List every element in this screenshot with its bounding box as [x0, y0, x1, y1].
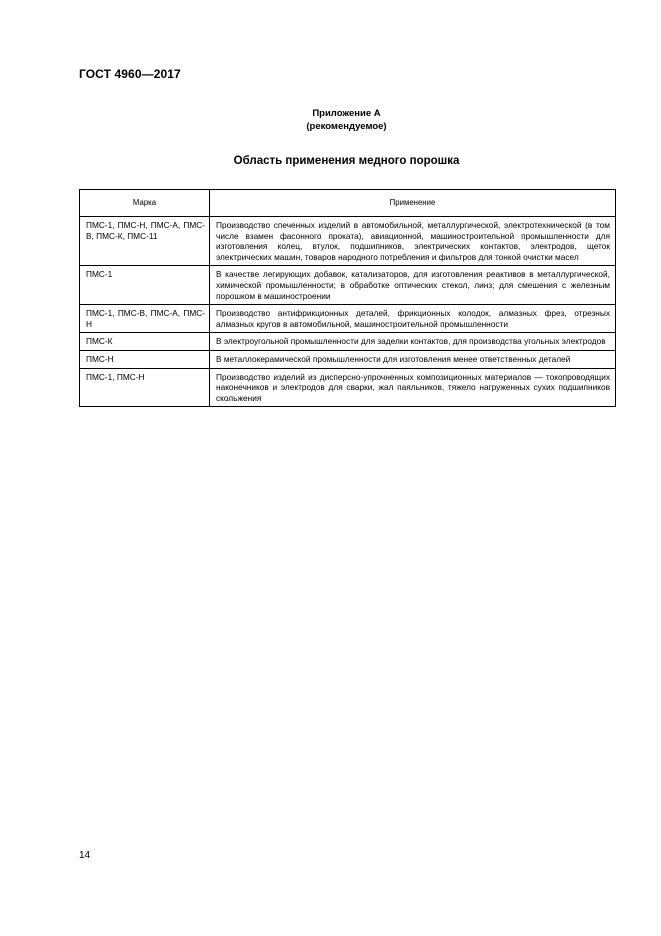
- cell-mark: ПМС-1, ПМС-В, ПМС-А, ПМС-Н: [80, 305, 210, 333]
- annex-title: Приложение А: [312, 108, 381, 119]
- cell-use: В металлокерамической промышленности для изготовления менее ответственных деталей: [210, 350, 616, 368]
- annex-status: (рекомендуемое): [306, 121, 387, 132]
- table-row: [80, 217, 616, 266]
- page-number: 14: [79, 850, 91, 861]
- table-row: [80, 333, 616, 351]
- document-header: ГОСТ 4960—2017: [79, 67, 181, 81]
- application-table: [79, 189, 616, 407]
- cell-mark: ПМС-К: [80, 333, 210, 351]
- table-row: [80, 305, 616, 333]
- column-header-use: Применение: [210, 190, 616, 217]
- cell-mark: ПМС-1, ПМС-Н: [80, 368, 210, 407]
- cell-use: В качестве легирующих добавок, катализаторов, для изготовления реактивов в металлургической, химической промышленности; в обработке оптических стекол, линз; для смешения с железным порошком в машиностроении: [210, 266, 616, 305]
- table-row: [80, 350, 616, 368]
- section-title: Область применения медного порошка: [233, 155, 460, 167]
- column-header-mark: Марка: [80, 190, 210, 217]
- cell-use: Производство спеченных изделий в автомобильной, металлургической, электротехнической (в том числе взамен фасонного проката), авиационной, машиностроительной промышленности для изготовления колец, втулок, подшипников, электрических контактов, электродов, щеток электрических машин, товаров народного потребления и фильтров для тонкой очистки масел: [210, 217, 616, 266]
- cell-mark: ПМС-1: [80, 266, 210, 305]
- table-header-row: [80, 190, 616, 217]
- table-row: [80, 368, 616, 407]
- cell-use: Производство антифрикционных деталей, фрикционных колодок, алмазных фрез, отрезных алмазных кругов в автомобильной, машиностроительной промышленности: [210, 305, 616, 333]
- cell-use: Производство изделий из дисперсно-упрочненных композиционных материалов — токопроводящих наконечников и электродов для сварки, жал паяльников, тяжело нагруженных сухих подшипников скольжения: [210, 368, 616, 407]
- annex-heading: [79, 107, 614, 133]
- cell-mark: ПМС-Н: [80, 350, 210, 368]
- cell-use: В электроугольной промышленности для заделки контактов, для производства угольных электродов: [210, 333, 616, 351]
- cell-mark: ПМС-1, ПМС-Н, ПМС-А, ПМС-В, ПМС-К, ПМС-11: [80, 217, 210, 266]
- table-row: [80, 266, 616, 305]
